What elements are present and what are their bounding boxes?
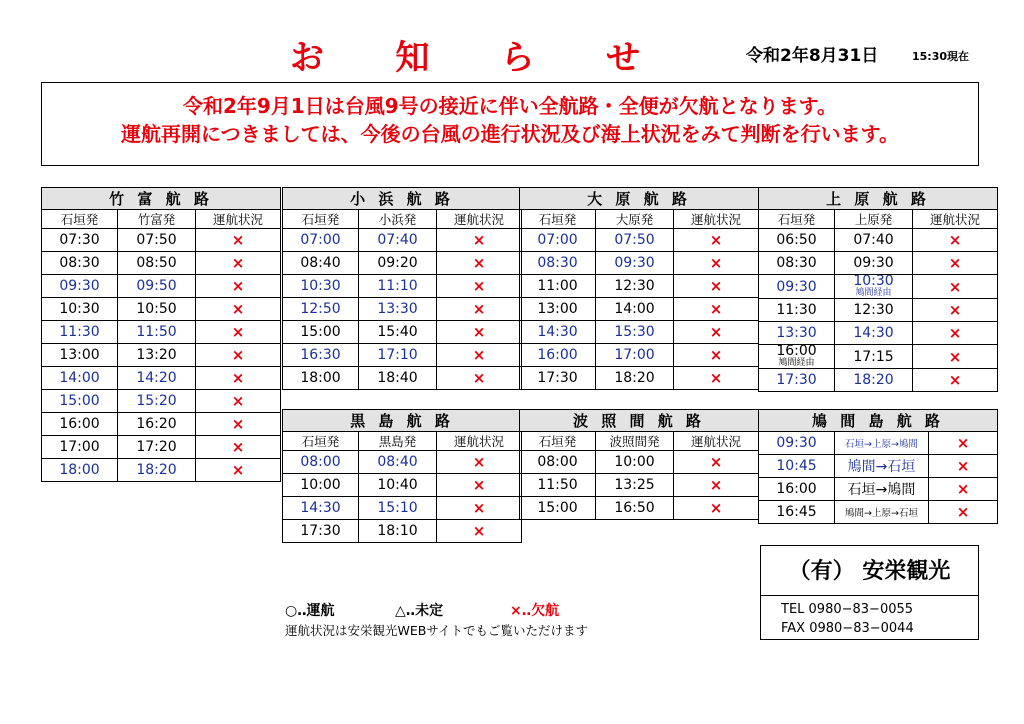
table-row <box>42 321 281 344</box>
departure-time: 14:30 <box>520 321 596 344</box>
page-title <box>290 38 640 78</box>
return-time: 18:20 <box>118 459 196 482</box>
table-row <box>520 321 759 344</box>
departure-time: 17:00 <box>42 436 118 459</box>
return-time: 17:20 <box>118 436 196 459</box>
cancelled-status: × <box>437 451 522 474</box>
route-header-row <box>42 210 281 229</box>
departure-time: 07:30 <box>42 229 118 252</box>
route-direction: 石垣→上原→鳩間 <box>835 432 929 455</box>
table-row <box>759 345 998 369</box>
departure-time: 17:30 <box>759 369 835 392</box>
column-header: 石垣発 <box>283 210 359 229</box>
table-row <box>759 275 998 299</box>
table-row <box>520 451 759 474</box>
departure-time: 16:00 <box>42 413 118 436</box>
route-table-kohama <box>282 187 522 390</box>
table-row <box>42 367 281 390</box>
route-title-row <box>283 410 522 432</box>
table-row <box>759 229 998 252</box>
table-row <box>283 229 522 252</box>
departure-time: 18:00 <box>283 367 359 390</box>
departure-time: 11:30 <box>759 299 835 322</box>
departure-time: 13:30 <box>759 322 835 345</box>
return-time-value: 10:30 <box>853 274 894 289</box>
notice-line-1: 令和2年9月1日は台風9号の接近に伴い全航路・全便が欠航となります。 <box>182 94 838 118</box>
route-name: 鳩 間 島 航 路 <box>759 410 998 432</box>
return-time: 07:40 <box>835 229 913 252</box>
return-time: 10:40 <box>359 474 437 497</box>
cancelled-status: × <box>196 298 281 321</box>
title-char: お <box>290 38 324 78</box>
table-row <box>283 474 522 497</box>
return-time: 11:10 <box>359 275 437 298</box>
departure-time: 11:50 <box>520 474 596 497</box>
departure-time: 14:00 <box>42 367 118 390</box>
departure-time-value: 16:00 <box>776 344 817 359</box>
table-row <box>283 497 522 520</box>
route-title-row <box>283 188 522 210</box>
cancelled-status: × <box>913 275 998 299</box>
departure-time: 08:30 <box>520 252 596 275</box>
column-header: 石垣発 <box>520 210 596 229</box>
cancelled-status: × <box>913 322 998 345</box>
cancelled-status: × <box>196 344 281 367</box>
departure-time: 08:30 <box>759 252 835 275</box>
table-row <box>520 229 759 252</box>
departure-time: 07:00 <box>520 229 596 252</box>
cancelled-status: × <box>196 436 281 459</box>
cancelled-status: × <box>913 252 998 275</box>
table-row <box>42 436 281 459</box>
title-char: 知 <box>395 38 430 78</box>
table-row <box>42 459 281 482</box>
table-row <box>759 455 998 478</box>
return-time: 17:15 <box>835 345 913 369</box>
column-header: 上原発 <box>835 210 913 229</box>
table-row <box>520 298 759 321</box>
return-time: 14:20 <box>118 367 196 390</box>
route-direction: 石垣→鳩間 <box>835 478 929 501</box>
company-fax: FAX 0980−83−0044 <box>781 621 914 636</box>
route-title-row <box>520 410 759 432</box>
table-row <box>283 367 522 390</box>
table-row <box>283 451 522 474</box>
return-time: 07:50 <box>118 229 196 252</box>
return-time: 13:30 <box>359 298 437 321</box>
departure-time: 08:30 <box>42 252 118 275</box>
table-row <box>42 252 281 275</box>
return-time: 07:40 <box>359 229 437 252</box>
route-table-kuroshima <box>282 409 522 543</box>
cancelled-status: × <box>437 497 522 520</box>
table-row <box>42 344 281 367</box>
return-time: 18:40 <box>359 367 437 390</box>
departure-time: 06:50 <box>759 229 835 252</box>
cancelled-status: × <box>674 344 759 367</box>
notice-date: 令和2年8月31日 <box>746 46 879 66</box>
return-time: 13:25 <box>596 474 674 497</box>
departure-time: 08:00 <box>520 451 596 474</box>
return-time: 16:50 <box>596 497 674 520</box>
route-direction: 鳩間→石垣 <box>835 455 929 478</box>
return-time: 15:40 <box>359 321 437 344</box>
return-time: 09:50 <box>118 275 196 298</box>
route-title-row <box>759 410 998 432</box>
table-row <box>520 252 759 275</box>
column-header: 運航状況 <box>674 210 759 229</box>
table-row <box>759 322 998 345</box>
departure-time: 10:45 <box>759 455 835 478</box>
company-contact <box>760 596 979 640</box>
departure-time: 11:00 <box>520 275 596 298</box>
departure-time: 16:30 <box>283 344 359 367</box>
table-row <box>759 478 998 501</box>
return-time: 11:50 <box>118 321 196 344</box>
column-header: 運航状況 <box>437 210 522 229</box>
title-char: ら <box>500 38 535 78</box>
route-header-row <box>520 432 759 451</box>
route-header-row <box>520 210 759 229</box>
departure-time: 14:30 <box>283 497 359 520</box>
route-title-row <box>520 188 759 210</box>
departure-time: 11:30 <box>42 321 118 344</box>
route-header-row <box>283 210 522 229</box>
route-header-row <box>759 210 998 229</box>
cancelled-status: × <box>674 474 759 497</box>
title-char: せ <box>605 38 640 78</box>
cancelled-status: × <box>196 413 281 436</box>
return-time: 18:20 <box>835 369 913 392</box>
cancelled-status: × <box>437 229 522 252</box>
route-name: 波 照 間 航 路 <box>520 410 759 432</box>
departure-time <box>759 345 835 369</box>
cancelled-status: × <box>674 451 759 474</box>
route-title-row <box>759 188 998 210</box>
departure-time: 17:30 <box>283 520 359 543</box>
cancelled-status: × <box>913 299 998 322</box>
cancelled-status: × <box>437 474 522 497</box>
return-time: 14:00 <box>596 298 674 321</box>
departure-time: 13:00 <box>42 344 118 367</box>
departure-time: 10:00 <box>283 474 359 497</box>
return-time: 18:10 <box>359 520 437 543</box>
return-time: 15:10 <box>359 497 437 520</box>
table-row <box>520 474 759 497</box>
cancelled-status: × <box>437 298 522 321</box>
cancelled-status: × <box>437 520 522 543</box>
table-row <box>283 298 522 321</box>
route-table-uehara <box>758 187 998 392</box>
route-name: 小 浜 航 路 <box>283 188 522 210</box>
column-header: 大原発 <box>596 210 674 229</box>
route-header-row <box>283 432 522 451</box>
departure-time: 10:30 <box>42 298 118 321</box>
departure-time: 16:45 <box>759 501 835 524</box>
departure-time: 16:00 <box>759 478 835 501</box>
column-header: 運航状況 <box>674 432 759 451</box>
departure-time: 16:00 <box>520 344 596 367</box>
return-time: 16:20 <box>118 413 196 436</box>
route-name: 大 原 航 路 <box>520 188 759 210</box>
cancelled-status: × <box>196 459 281 482</box>
return-time: 08:40 <box>359 451 437 474</box>
cancelled-status: × <box>196 229 281 252</box>
return-time: 12:30 <box>835 299 913 322</box>
departure-time: 15:00 <box>283 321 359 344</box>
route-table-taketomi <box>41 187 281 482</box>
legend-undecided: △‥未定 <box>395 603 444 619</box>
column-header: 運航状況 <box>196 210 281 229</box>
departure-time: 12:50 <box>283 298 359 321</box>
cancelled-status: × <box>196 252 281 275</box>
route-direction: 鳩間→上原→石垣 <box>835 501 929 524</box>
legend-cancel: ×‥欠航 <box>510 603 560 619</box>
departure-time: 18:00 <box>42 459 118 482</box>
notice-box <box>41 82 979 166</box>
website-note: 運航状況は安栄観光WEBサイトでもご覧いただけます <box>285 623 588 638</box>
departure-time: 09:30 <box>759 432 835 455</box>
departure-time: 15:00 <box>42 390 118 413</box>
column-header: 石垣発 <box>759 210 835 229</box>
table-row <box>283 275 522 298</box>
cancelled-status: × <box>913 229 998 252</box>
cancelled-status: × <box>929 501 998 524</box>
cancelled-status: × <box>913 369 998 392</box>
company-name: （有） 安栄観光 <box>760 545 979 596</box>
return-time: 09:30 <box>835 252 913 275</box>
route-name: 竹 富 航 路 <box>42 188 281 210</box>
cancelled-status: × <box>674 298 759 321</box>
return-time <box>835 275 913 299</box>
cancelled-status: × <box>674 497 759 520</box>
table-row <box>520 275 759 298</box>
departure-time: 17:30 <box>520 367 596 390</box>
return-time: 10:50 <box>118 298 196 321</box>
cancelled-status: × <box>196 321 281 344</box>
table-row <box>759 501 998 524</box>
column-header: 竹富発 <box>118 210 196 229</box>
return-time: 09:30 <box>596 252 674 275</box>
via-note: 鳩間経由 <box>778 358 815 368</box>
column-header: 波照間発 <box>596 432 674 451</box>
return-time: 12:30 <box>596 275 674 298</box>
return-time: 10:00 <box>596 451 674 474</box>
return-time: 18:20 <box>596 367 674 390</box>
return-time: 07:50 <box>596 229 674 252</box>
departure-time: 07:00 <box>283 229 359 252</box>
table-row <box>42 413 281 436</box>
cancelled-status: × <box>437 367 522 390</box>
cancelled-status: × <box>196 367 281 390</box>
table-row <box>42 229 281 252</box>
cancelled-status: × <box>929 455 998 478</box>
table-row <box>759 369 998 392</box>
departure-time: 09:30 <box>42 275 118 298</box>
table-row <box>283 321 522 344</box>
column-header: 運航状況 <box>913 210 998 229</box>
table-row <box>759 299 998 322</box>
return-time: 15:20 <box>118 390 196 413</box>
return-time: 17:00 <box>596 344 674 367</box>
departure-time: 10:30 <box>283 275 359 298</box>
cancelled-status: × <box>674 367 759 390</box>
departure-time: 09:30 <box>759 275 835 299</box>
cancelled-status: × <box>674 275 759 298</box>
table-row <box>283 252 522 275</box>
route-name: 上 原 航 路 <box>759 188 998 210</box>
column-header: 石垣発 <box>520 432 596 451</box>
cancelled-status: × <box>437 344 522 367</box>
cancelled-status: × <box>437 252 522 275</box>
return-time: 15:30 <box>596 321 674 344</box>
table-row <box>42 298 281 321</box>
table-row <box>283 344 522 367</box>
column-header: 石垣発 <box>283 432 359 451</box>
company-tel: TEL 0980−83−0055 <box>781 602 914 617</box>
route-name: 黒 島 航 路 <box>283 410 522 432</box>
table-row <box>520 367 759 390</box>
departure-time: 13:00 <box>520 298 596 321</box>
route-title-row <box>42 188 281 210</box>
return-time: 08:50 <box>118 252 196 275</box>
column-header: 小浜発 <box>359 210 437 229</box>
departure-time: 08:40 <box>283 252 359 275</box>
cancelled-status: × <box>929 432 998 455</box>
cancelled-status: × <box>437 275 522 298</box>
cancelled-status: × <box>674 229 759 252</box>
route-table-ohara <box>519 187 759 390</box>
table-row <box>42 390 281 413</box>
cancelled-status: × <box>196 390 281 413</box>
route-table-hatoma <box>758 409 998 524</box>
departure-time: 08:00 <box>283 451 359 474</box>
return-time: 13:20 <box>118 344 196 367</box>
cancelled-status: × <box>196 275 281 298</box>
table-row <box>283 520 522 543</box>
cancelled-status: × <box>913 345 998 369</box>
departure-time: 15:00 <box>520 497 596 520</box>
cancelled-status: × <box>674 321 759 344</box>
table-row <box>759 432 998 455</box>
table-row <box>42 275 281 298</box>
notice-time: 15:30現在 <box>912 50 970 63</box>
column-header: 黒島発 <box>359 432 437 451</box>
return-time: 14:30 <box>835 322 913 345</box>
cancelled-status: × <box>437 321 522 344</box>
return-time: 09:20 <box>359 252 437 275</box>
return-time: 17:10 <box>359 344 437 367</box>
cancelled-status: × <box>929 478 998 501</box>
column-header: 石垣発 <box>42 210 118 229</box>
notice-line-2: 運航再開につきましては、今後の台風の進行状況及び海上状況をみて判断を行います。 <box>121 122 899 146</box>
via-note: 鳩間経由 <box>855 288 892 298</box>
route-table-hateruma <box>519 409 759 520</box>
table-row <box>759 252 998 275</box>
legend-operate: ○‥運航 <box>285 603 335 619</box>
column-header: 運航状況 <box>437 432 522 451</box>
cancelled-status: × <box>674 252 759 275</box>
table-row <box>520 344 759 367</box>
table-row <box>520 497 759 520</box>
